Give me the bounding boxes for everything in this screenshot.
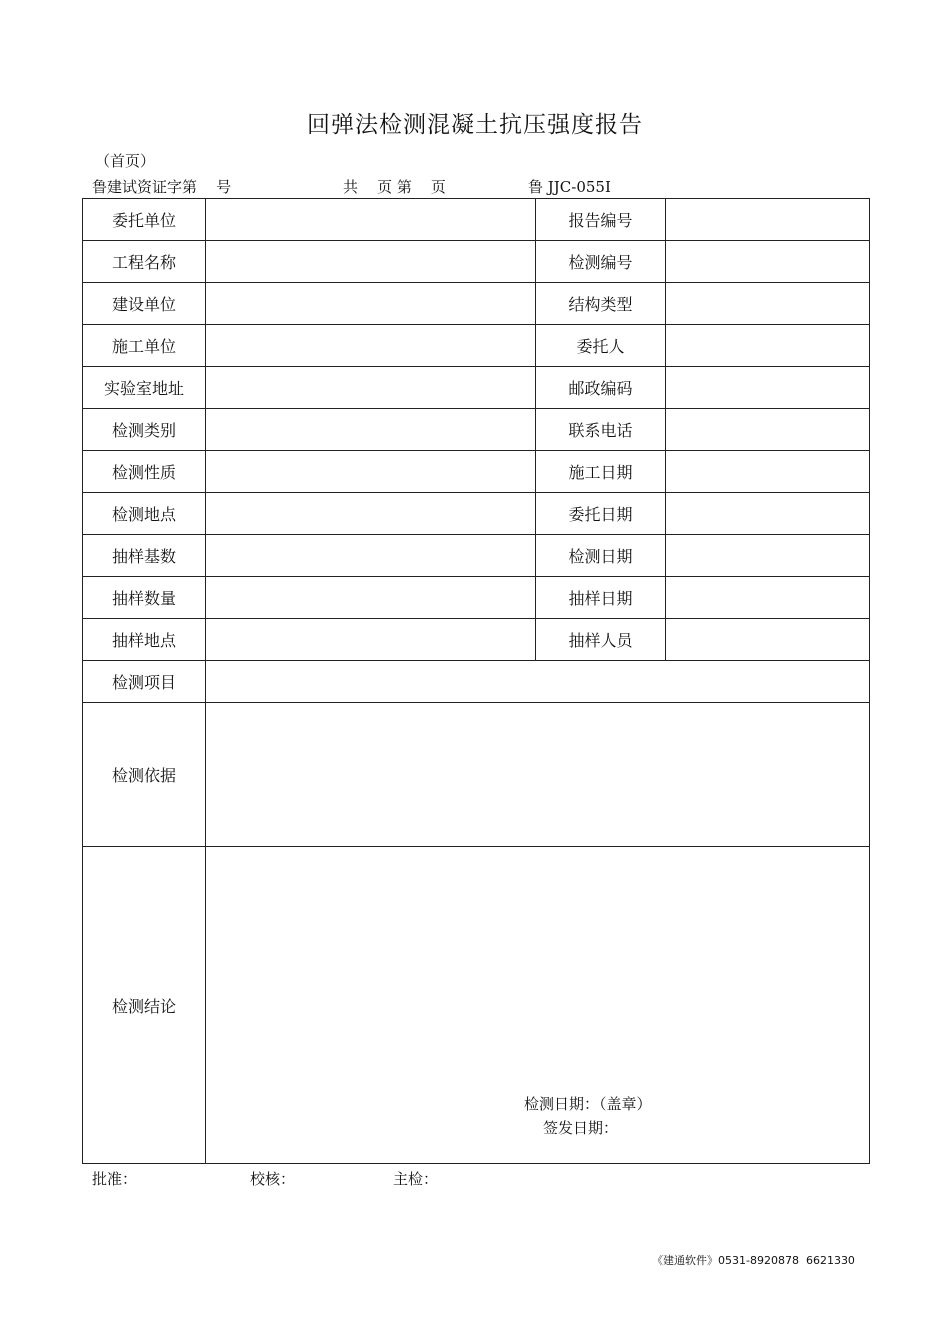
form-row [83,535,870,577]
field-label: 施工日期 [536,451,666,493]
field-value[interactable] [666,535,870,577]
field-label: 结构类型 [536,283,666,325]
field-label: 检测类别 [83,409,206,451]
field-value[interactable] [206,199,536,241]
field-value[interactable] [666,199,870,241]
form-row [83,325,870,367]
field-value[interactable] [666,325,870,367]
field-value[interactable] [666,493,870,535]
first-page-label: （首页） [95,152,156,170]
inspection-conclusion-row [83,847,870,1164]
field-label: 抽样数量 [83,577,206,619]
approve-signature-label: 批准： [92,1170,138,1188]
form-row [83,367,870,409]
inspection-basis-row [83,703,870,847]
form-row [83,493,870,535]
inspection-item-row [83,661,870,703]
field-value[interactable] [666,409,870,451]
inspection-conclusion-label: 检测结论 [83,847,206,1164]
field-label: 抽样地点 [83,619,206,661]
inspection-basis-value[interactable] [206,703,870,847]
field-value[interactable] [666,367,870,409]
form-row [83,409,870,451]
form-row [83,619,870,661]
form-row [83,241,870,283]
field-label: 委托日期 [536,493,666,535]
form-row [83,577,870,619]
field-label: 检测日期 [536,535,666,577]
field-value[interactable] [206,493,536,535]
field-value[interactable] [206,619,536,661]
field-value[interactable] [666,283,870,325]
main-inspector-signature-label: 主检： [393,1170,439,1188]
page-count: 共 页 第 页 [343,178,446,196]
field-label: 委托人 [536,325,666,367]
inspection-date-stamp-label: 检测日期：（盖章） [524,1095,652,1113]
field-value[interactable] [666,241,870,283]
field-value[interactable] [666,619,870,661]
inspection-item-value[interactable] [206,661,870,703]
report-title: 回弹法检测混凝土抗压强度报告 [307,112,643,138]
field-label: 检测性质 [83,451,206,493]
field-label: 委托单位 [83,199,206,241]
field-label: 报告编号 [536,199,666,241]
field-value[interactable] [666,451,870,493]
inspection-item-label: 检测项目 [83,661,206,703]
form-row [83,283,870,325]
field-label: 实验室地址 [83,367,206,409]
inspection-conclusion-value[interactable] [206,847,870,1164]
field-label: 联系电话 [536,409,666,451]
field-label: 邮政编码 [536,367,666,409]
field-label: 抽样日期 [536,577,666,619]
field-value[interactable] [206,241,536,283]
field-label: 工程名称 [83,241,206,283]
issue-date-label: 签发日期： [543,1119,619,1137]
form-row [83,199,870,241]
software-footer: 《建通软件》0531-8920878 6621330 [652,1254,855,1267]
form-code: 鲁 JJC-055Ⅰ [528,178,611,196]
field-value[interactable] [206,325,536,367]
field-label: 抽样基数 [83,535,206,577]
field-label: 施工单位 [83,325,206,367]
report-form-table [82,198,870,1164]
certificate-number: 鲁建试资证字第 号 [92,178,232,196]
form-row [83,451,870,493]
field-value[interactable] [206,535,536,577]
review-signature-label: 校核： [250,1170,296,1188]
field-value[interactable] [206,283,536,325]
field-label: 建设单位 [83,283,206,325]
field-value[interactable] [206,367,536,409]
field-value[interactable] [666,577,870,619]
field-label: 抽样人员 [536,619,666,661]
field-value[interactable] [206,409,536,451]
field-value[interactable] [206,451,536,493]
field-label: 检测编号 [536,241,666,283]
inspection-basis-label: 检测依据 [83,703,206,847]
field-value[interactable] [206,577,536,619]
field-label: 检测地点 [83,493,206,535]
